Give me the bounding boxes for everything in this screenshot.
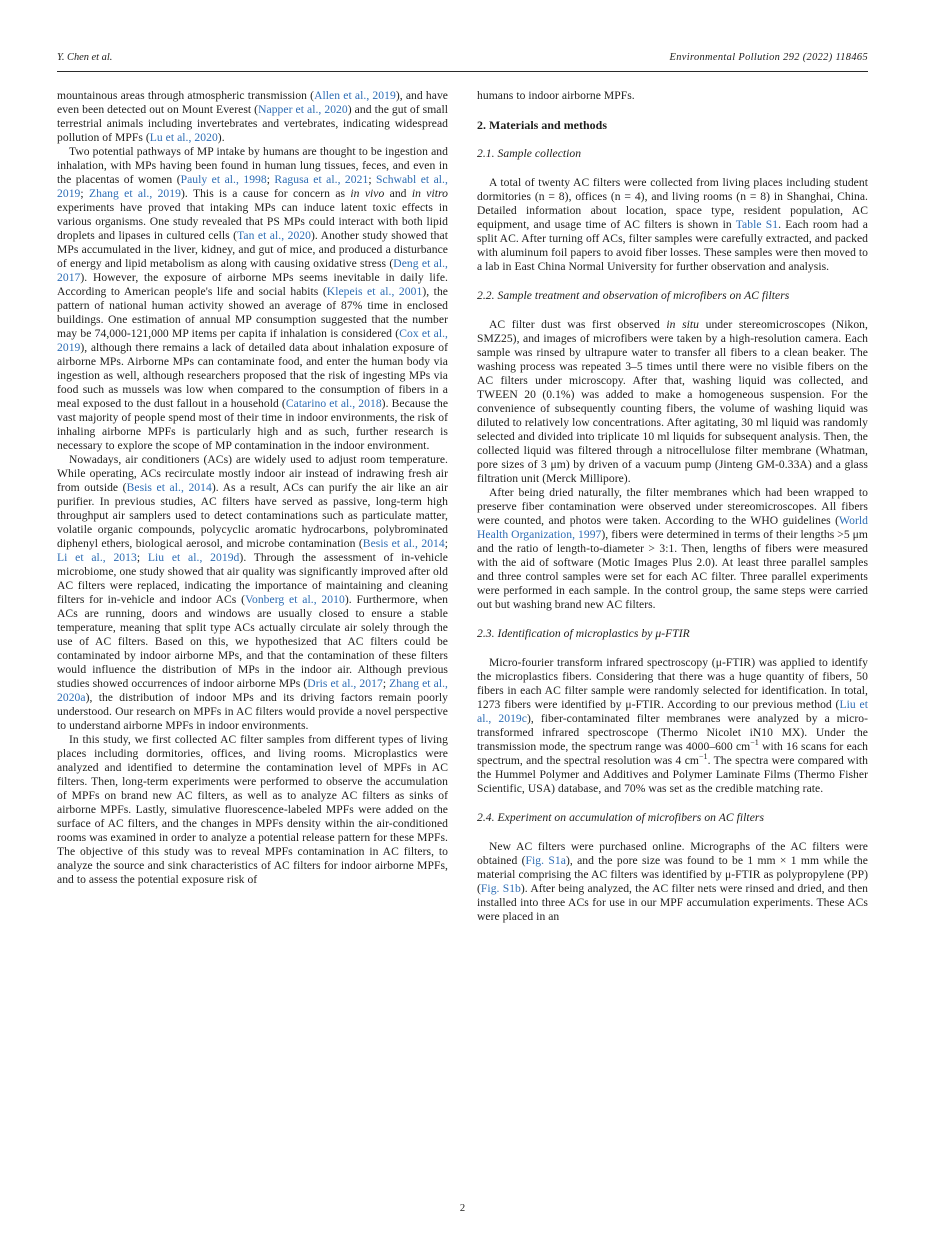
citation-link[interactable]: Liu et al., 2019d [147,551,240,564]
citation-link[interactable]: Besis et al., 2014 [126,481,212,494]
subsection-heading: 2.1. Sample collection [477,147,582,160]
running-author: Y. Chen et al. [57,52,113,63]
citation-link[interactable]: Schwabl et al., 2019 [57,173,448,200]
right-column [477,89,868,924]
citation-link[interactable]: Li et al., 2013 [57,551,137,564]
citation-link[interactable]: Napper et al., 2020 [258,103,348,116]
paragraph: Nowadays, air conditioners (ACs) are widely used to adjust room temperature. While operating, ACs recirculate mostly indoor air instead of indrawing fresh air from outside (Besis et al., 2014). As a result, ACs can purify the air like an air purifier. In previous studies, AC filters have served as passive, long-term high throughput air samplers used to detect contaminations such as particulate matter, volatile organic compounds, polycyclic aromatic hydrocarbons, polybrominated diphenyl ethers, biological aerosol, and microbe contamination (Besis et al., 2014; Li et al., 2013; Liu et al., 2019d). Through the assessment of in-vehicle microbiome, one study showed that air quality was significantly improved after old AC filters were replaced, indicating the importance of maintaining and cleaning filters for in-vehicle and indoor ACs (Vonberg et al., 2010). Furthermore, when ACs are running, doors and windows are usually closed to ensure a stable temperature, meaning that split type ACs actually circulate air solely through the use of AC filters. Based on this, we hypothesized that AC filters could be contaminated by indoor airborne MPs, and that the contamination of these filters would influence the distribution of MPs in the indoor air. Although previous studies showed occurrences of indoor airborne MPs (Dris et al., 2017; Zhang et al., 2020a), the distribution of indoor MPs and its driving factors remain poorly understood. Our research on MPFs in AC filters would provide a novel perspective to understand airborne MPFs in indoor environments. [57,453,449,732]
citation-link[interactable]: Table S1 [735,218,779,231]
paragraph: In this study, we first collected AC filter samples from different types of living places including dormitories, offices, and living rooms. Microplastics were analyzed and identified to determine the contamination level of MPFs in AC filters. Then, long-term experiments were performed to observe the accumulation of MPFs on brand new AC filters, as well as to analyze AC filters as sinks of airborne MPFs. Lastly, simulative fluorescence-labeled MPFs were added on the surface of AC filters, and the changes in MPFs density within the air-conditioned rooms was examined in order to analyze a potential release pattern for these MPFs. The objective of this study was to reveal MPFs contamination in AC filters, to analyze the source and sink characteristics of AC filters for indoor airborne MPFs, and to assess the potential exposure risk of [57,733,448,886]
paragraph: A total of twenty AC filters were collected from living places including student dormitories (n = 8), offices (n = 4), and living rooms (n = 8) in Shanghai, China. Detailed information about location, space type, resident population, AC equipment, and usage time of AC filters is shown in Table S1. Each room had a split AC. After turning off ACs, filter samples were carefully extracted, and packed with aluminum foil papers to avoid fiber losses. These samples were then moved to a lab in East China Normal University for further observation and analysis. [477,176,869,273]
subsection-heading: 2.3. Identification of microplastics by μ-FTIR [477,627,690,640]
superscript: −1 [698,752,708,762]
paragraph: mountainous areas through atmospheric transmission (Allen et al., 2019), and have even been detected out on Mount Everest (Napper et al., 2020) and the gut of small terrestrial animals including invertebrates and vertebrates, indicating widespread pollution of MPFs (Lu et al., 2020). [57,89,449,144]
citation-link[interactable]: Dris et al., 2017 [307,677,383,690]
citation-link[interactable]: Zhang et al., 2019 [88,187,181,200]
citation-link[interactable]: Fig. S1b [480,882,521,895]
citation-link[interactable]: Lu et al., 2020 [149,131,218,144]
left-column [57,89,448,924]
citation-link[interactable]: Vonberg et al., 2010 [245,593,345,606]
paragraph: New AC filters were purchased online. Micrographs of the AC filters were obtained (Fig. S1a), and the pore size was found to be 1 mm × 1 mm while the material comprising the AC filters was identified by μ-FTIR as polypropylene (PP) (Fig. S1b). After being analyzed, the AC filter nets were rinsed and dried, and then installed into three ACs for use in our MPF accumulation experiments. These ACs were placed in an [477,840,868,923]
citation-link[interactable]: Catarino et al., 2018 [285,397,382,410]
citation-link[interactable]: Fig. S1a [525,854,566,867]
citation-link[interactable]: Cox et al., 2019 [57,327,448,354]
italic-text: in situ [666,318,700,331]
subsection-heading: 2.2. Sample treatment and observation of microfibers on AC filters [477,289,790,302]
page-number: 2 [459,1203,466,1214]
citation-link[interactable]: Besis et al., 2014 [362,537,445,550]
superscript: −1 [750,738,759,748]
running-journal-title: Environmental Pollution 292 (2022) 118465 [669,52,868,63]
italic-text: in vitro [411,187,448,200]
running-head [57,52,868,72]
paragraph: humans to indoor airborne MPFs. [477,89,635,102]
page-footer [0,1203,925,1214]
citation-link[interactable]: Zhang et al., 2020a [57,677,448,704]
citation-link[interactable]: Klepeis et al., 2001 [326,285,423,298]
citation-link[interactable]: Pauly et al., 1998 [180,173,267,186]
citation-link[interactable]: Deng et al., 2017 [57,257,448,284]
citation-link[interactable]: Liu et al., 2019c [477,698,869,725]
paragraph: Micro-fourier transform infrared spectroscopy (μ-FTIR) was applied to identify the microplastics fibers. Considering that there was a huge quantity of fibers, 50 fibers in each AC filter sample were randomly selected for identification. In total, 1273 fibers were identified by μ-FTIR. According to our previous method (Liu et al., 2019c), fiber-contaminated filter membranes were analyzed by a micro-transformed infrared spectroscope (Thermo Nicolet iN10 MX). Under the transmission mode, the spectrum range was 4000–600 $cm^{-1}$ with 16 scans for each spectrum, and the spectral resolution was 4 $cm^{-1}$. The spectra were compared with the Hummel Polymer and Additives and Polymer Laminate Films (Thermo Fisher Scientific, USA) database, and 70% was set as the credible matching rate. [477,656,869,795]
paragraph: AC filter dust was first observed in situ under stereomicroscopes (Nikon, SMZ25), and images of microfibers were taken by a high-resolution camera. Each sample was rinsed by ultrapure water to transfer all fibers to a clean beaker. The washing process was repeated 3–5 times until there were no visible fibers on the AC filters under microscopy. After that, washing liquid was collected, and TWEEN 20 (0.1%) was added to make a homogeneous suspension. For the convenience of subsequently counting fibers, the volume of washing liquid was diluted to relatively low concentrations. After agitating, 30 ml liquid was randomly selected and divided into triplicate 10 ml liquids for subsequent analysis. Then, the collected liquid was filtered through a nitrocellulose filter membrane (Whatman, pore sizes of 3 μm) by driven of a vacuum pump (Jinteng GM-0.33A) and a glass filtration unit (Merck Millipore). [477,318,868,485]
subsection-heading: 2.4. Experiment on accumulation of microfibers on AC filters [477,811,765,824]
citation-link[interactable]: Allen et al., 2019 [314,89,396,102]
paragraph: After being dried naturally, the filter membranes which had been wrapped to preserve fiber contamination were observed under stereomicroscopes. All fibers were counted, and photos were taken. According to the WHO guidelines (World Health Organization, 1997), fibers were determined in terms of their lengths >5 μm and the ratio of length-to-diameter > 3:1. Then, lengths of fibers were measured with the aid of software (Motic Images Plus 2.0). At least three parallel samples and three control samples were set for each AC filter. Three parallel experiments were performed in each sample. In the control group, the same steps were carried out but washing brand new AC filters. [477,486,868,611]
paragraph: Two potential pathways of MP intake by humans are thought to be ingestion and inhalation, with MPs having been found in human lung tissues, feces, and even in the placentas of women (Pauly et al., 1998; Ragusa et al., 2021; Schwabl et al., 2019; Zhang et al., 2019). This is a cause for concern as in vivo and in vitro experiments have proved that intaking MPs can induce latent toxic effects in various organisms. One study revealed that PS MPs could interact with both lipid droplets and lipases in cultured cells (Tan et al., 2020). Another study showed that MPs accumulated in the liver, kidney, and gut of mice, and produced a disturbance of energy and lipid metabolism as along with causing oxidative stress (Deng et al., 2017). However, the exposure of airborne MPs seems inevitable in daily life. According to American people's life and social habits (Klepeis et al., 2001), the pattern of national human activity showed an average of 87% time in enclosed buildings. One estimation of annual MP consumption suggested that the number may be 74,000-121,000 MP items per capita if inhalation is considered (Cox et al., 2019), although there remains a lack of detailed data about inhalation exposure of airborne MPs. Airborne MPs can contaminate food, and enter the human body via ingestion as well, although researchers proposed that the risk of ingesting MPs via food such as mussels was low when compared to the consumption of fibers in a meal exposed to the dust fallout in a household (Catarino et al., 2018). Because the vast majority of people spend most of their time in indoor environments, the risk of inhaling airborne MPFs is particularly high and as such, further research is necessary to explore the scope of MP contamination in the indoor environment. [57,145,449,452]
section-heading: 2. Materials and methods [477,118,608,132]
citation-link[interactable]: World Health Organization, 1997 [477,514,868,541]
citation-link[interactable]: Ragusa et al., 2021 [274,173,369,186]
italic-text: in vivo [350,187,385,200]
two-column-body [57,89,868,924]
citation-link[interactable]: Tan et al., 2020 [237,229,311,242]
